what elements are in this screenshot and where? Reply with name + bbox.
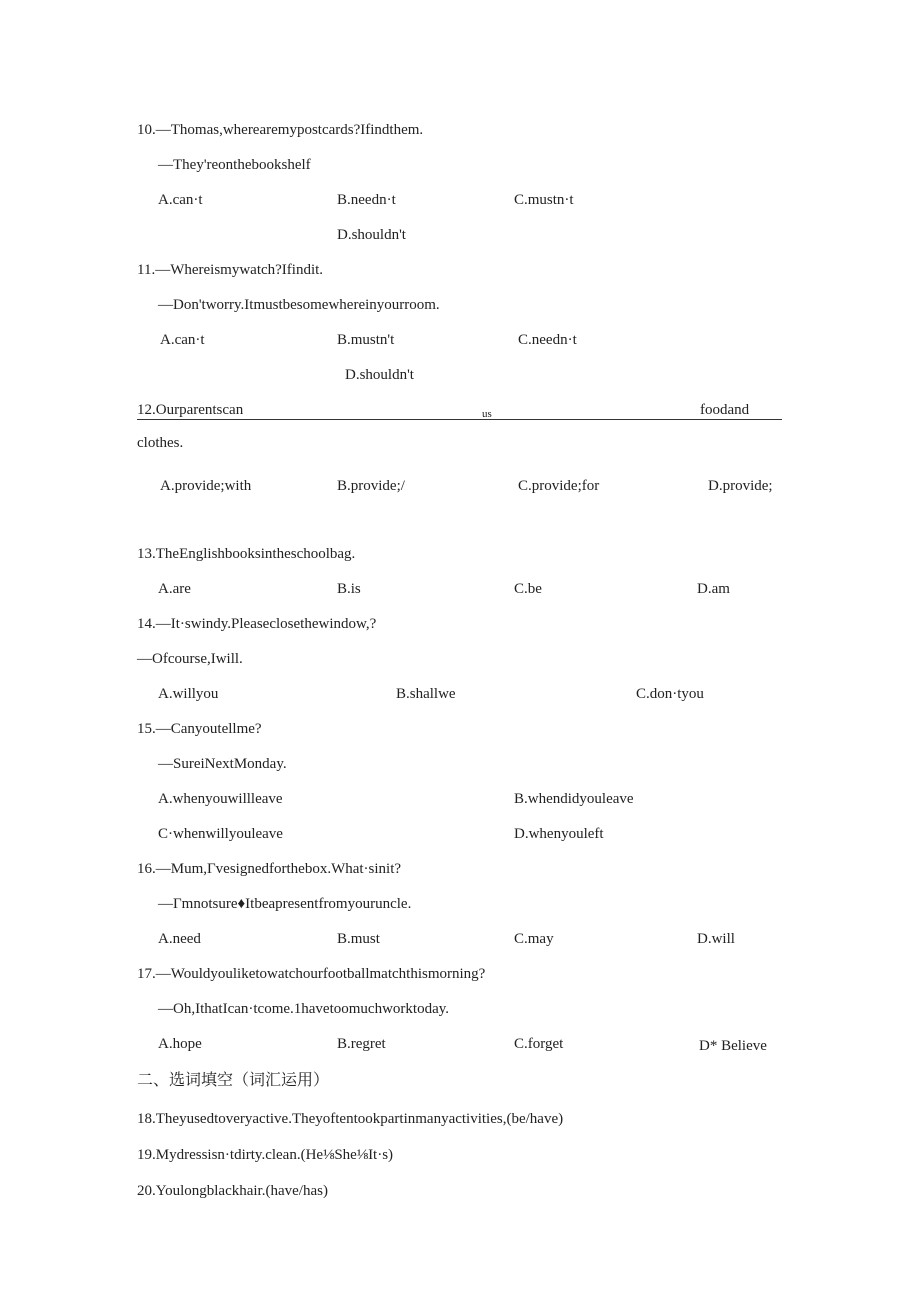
- section2-item-20: 20.Youlongblackhair.(have/has): [137, 1183, 328, 1199]
- q11-option-b: B.mustn't: [337, 332, 395, 348]
- q14-stem: 14.—It·swindy.Pleaseclosethewindow,?: [137, 616, 377, 632]
- q11-option-a: A.can·t: [160, 332, 205, 348]
- q12-stem-mid: us: [482, 408, 492, 420]
- q15-option-c: C·whenwillyouleave: [158, 826, 283, 842]
- q14-option-a: A.willyou: [158, 686, 219, 702]
- q10-reply: —They'reonthebookshelf: [158, 157, 311, 173]
- q14-option-c: C.don·tyou: [636, 686, 704, 702]
- q16-option-d: D.will: [697, 931, 735, 947]
- q10-stem: 10.—Thomas,wherearemypostcards?Ifindthem.: [137, 122, 424, 138]
- q17-option-b: B.regret: [337, 1036, 386, 1052]
- q12-option-c: C.provide;for: [518, 478, 600, 494]
- q15-option-b: B.whendidyouleave: [514, 791, 634, 807]
- q11-option-d: D.shouldn't: [345, 367, 414, 383]
- q17-option-a: A.hope: [158, 1036, 202, 1052]
- q17-stem: 17.—Wouldyouliketowatchourfootballmatchthismorning?: [137, 966, 486, 982]
- section2-heading: 二、选词填空（词汇运用）: [137, 1070, 330, 1089]
- q13-option-c: C.be: [514, 581, 542, 597]
- q16-option-a: A.need: [158, 931, 201, 947]
- q16-option-c: C.may: [514, 931, 554, 947]
- q17-reply: —Oh,IthatIcan·tcome.1havetoomuchworktoday.: [158, 1001, 450, 1017]
- q15-reply: —SureiNextMonday.: [158, 756, 287, 772]
- q12-option-d: D.provide;: [708, 478, 773, 494]
- q10-option-b: B.needn·t: [337, 192, 396, 208]
- q13-stem: 13.TheEnglishbooksintheschoolbag.: [137, 546, 356, 562]
- q10-option-c: C.mustn·t: [514, 192, 574, 208]
- q13-option-d: D.am: [697, 581, 730, 597]
- q16-reply: —Γmnotsure♦Itbeapresentfromyouruncle.: [158, 896, 412, 912]
- q11-reply: —Don'tworry.Itmustbesomewhereinyourroom.: [158, 297, 440, 313]
- q10-option-a: A.can·t: [158, 192, 203, 208]
- q16-option-b: B.must: [337, 931, 380, 947]
- section2-item-19: 19.Mydressisn·tdirty.clean.(He⅛She⅛It·s): [137, 1147, 394, 1163]
- q13-option-b: B.is: [337, 581, 361, 597]
- section2-item-18: 18.Theyusedtoveryactive.Theyoftentookpartinmanyactivities,(be/have): [137, 1111, 564, 1127]
- q15-option-d: D.whenyouleft: [514, 826, 604, 842]
- q15-stem: 15.—Canyoutellme?: [137, 721, 262, 737]
- q12-option-b: B.provide;/: [337, 478, 405, 494]
- q11-stem: 11.—Whereismywatch?Ifindit.: [137, 262, 324, 278]
- q13-option-a: A.are: [158, 581, 191, 597]
- q14-option-b: B.shallwe: [396, 686, 456, 702]
- q14-reply: —Ofcourse,Iwill.: [137, 651, 243, 667]
- q15-option-a: A.whenyouwillleave: [158, 791, 283, 807]
- q11-option-c: C.needn·t: [518, 332, 577, 348]
- q12-stem-cont: clothes.: [137, 435, 184, 451]
- q10-option-d: D.shouldn't: [337, 227, 406, 243]
- q12-underline: [137, 419, 782, 420]
- q17-option-d: D* Believe: [699, 1038, 767, 1054]
- q12-option-a: A.provide;with: [160, 478, 252, 494]
- q12-stem-end: foodand: [700, 402, 750, 418]
- q17-option-c: C.forget: [514, 1036, 564, 1052]
- q12-stem-start: 12.Ourparentscan: [137, 402, 244, 418]
- q16-stem: 16.—Mum,Γvesignedforthebox.What·sinit?: [137, 861, 402, 877]
